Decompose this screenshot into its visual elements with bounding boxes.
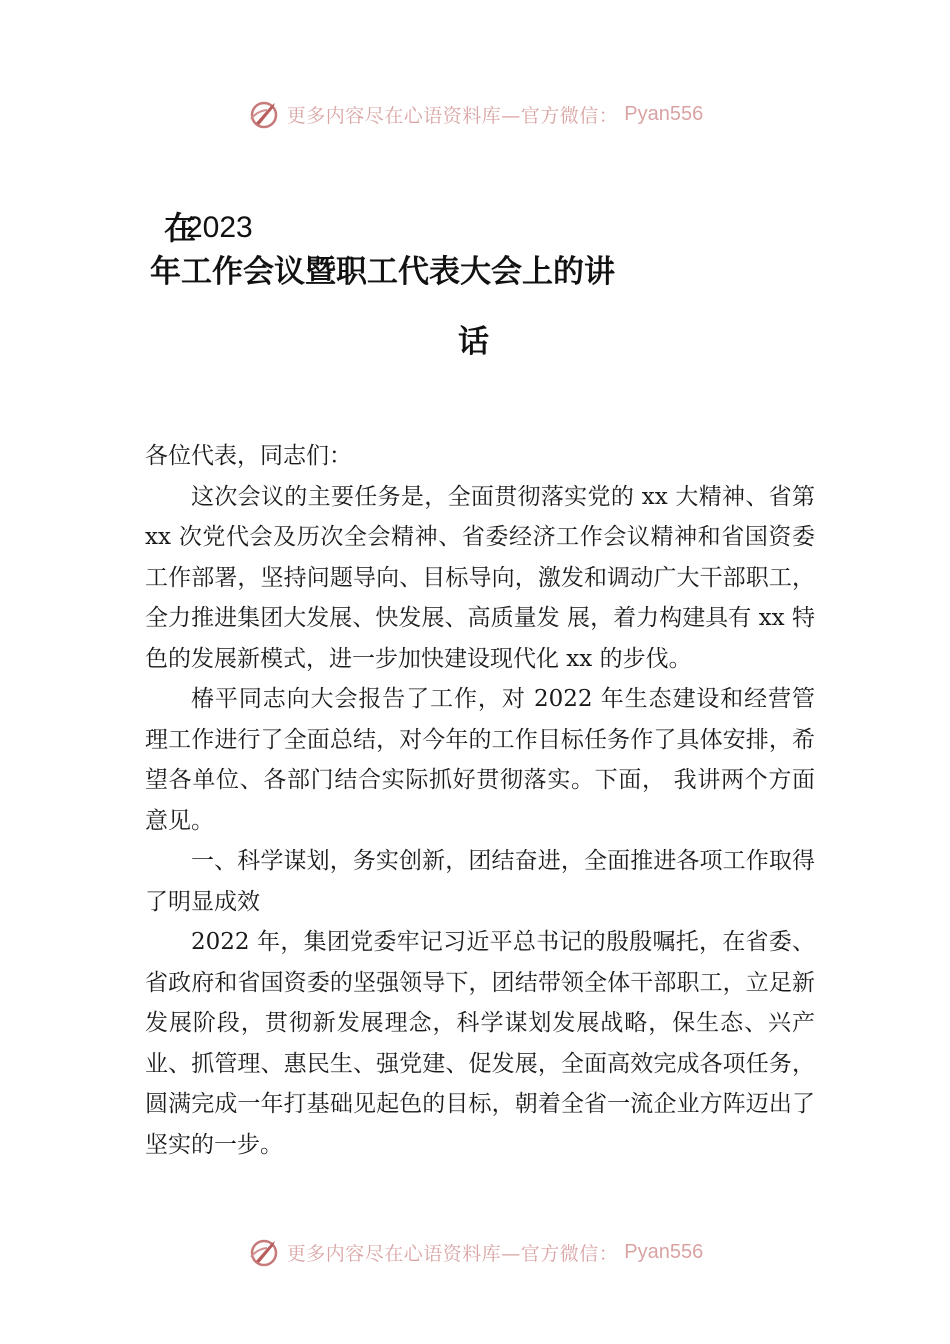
- watermark-id: Pyan556: [624, 1240, 704, 1263]
- watermark-text: 更多内容尽在心语资料库—官方微信：: [286, 104, 619, 127]
- pen-circle-icon: [247, 1235, 281, 1269]
- pen-circle-icon: [247, 97, 281, 131]
- header-watermark: [0, 94, 950, 134]
- watermark-id: Pyan556: [624, 102, 704, 125]
- title-year: 2023: [186, 211, 253, 244]
- paragraph-1: 这次会议的主要任务是，全面贯彻落实党的 xx 大精神、省第 xx 次党代会及历次全会精神、省委经济工作会议精神和省国资委工作部署，坚持问题导向、目标导向，激发和调动广大干部职工，全力推进集团大发展、快发展、高质量发 展，着力构建具有 xx 特色的发展新模式，进一步加快建设现代化 xx 的步伐。: [145, 483, 815, 672]
- document-body: [145, 436, 815, 1165]
- footer-watermark: [0, 1232, 950, 1272]
- title-tail: 话: [458, 324, 489, 360]
- section-heading-1: 一、科学谋划，务实创新，团结奋进，全面推进各项工作取得了明显成效: [145, 848, 815, 915]
- paragraph-3: 2022 年，集团党委牢记习近平总书记的殷殷嘱托，在省委、省政府和省国资委的坚强领导下，团结带领全体干部职工，立足新发展阶段，贯彻新发展理念，科学谋划发展战略，保生态、兴产业、抓管理、惠民生、强党建、促发展，全面高效完成各项任务，圆满完成一年打基础见起色的目标，朝着全省一流企业方阵迈出了坚实的一步。: [145, 929, 815, 1158]
- paragraph-2: 椿平同志向大会报告了工作，对 2022 年生态建设和经营管理工作进行了全面总结，对今年的工作目标任务作了具体安排，希望各单位、各部门结合实际抓好贯彻落实。下面， 我讲两个方面意见。: [145, 686, 815, 834]
- title-main-line: 年工作会议暨职工代表大会上的讲: [150, 254, 615, 290]
- salutation: 各位代表，同志们：: [145, 443, 352, 469]
- watermark-text: 更多内容尽在心语资料库—官方微信：: [286, 1242, 619, 1265]
- title-prefix: 在: [164, 210, 197, 246]
